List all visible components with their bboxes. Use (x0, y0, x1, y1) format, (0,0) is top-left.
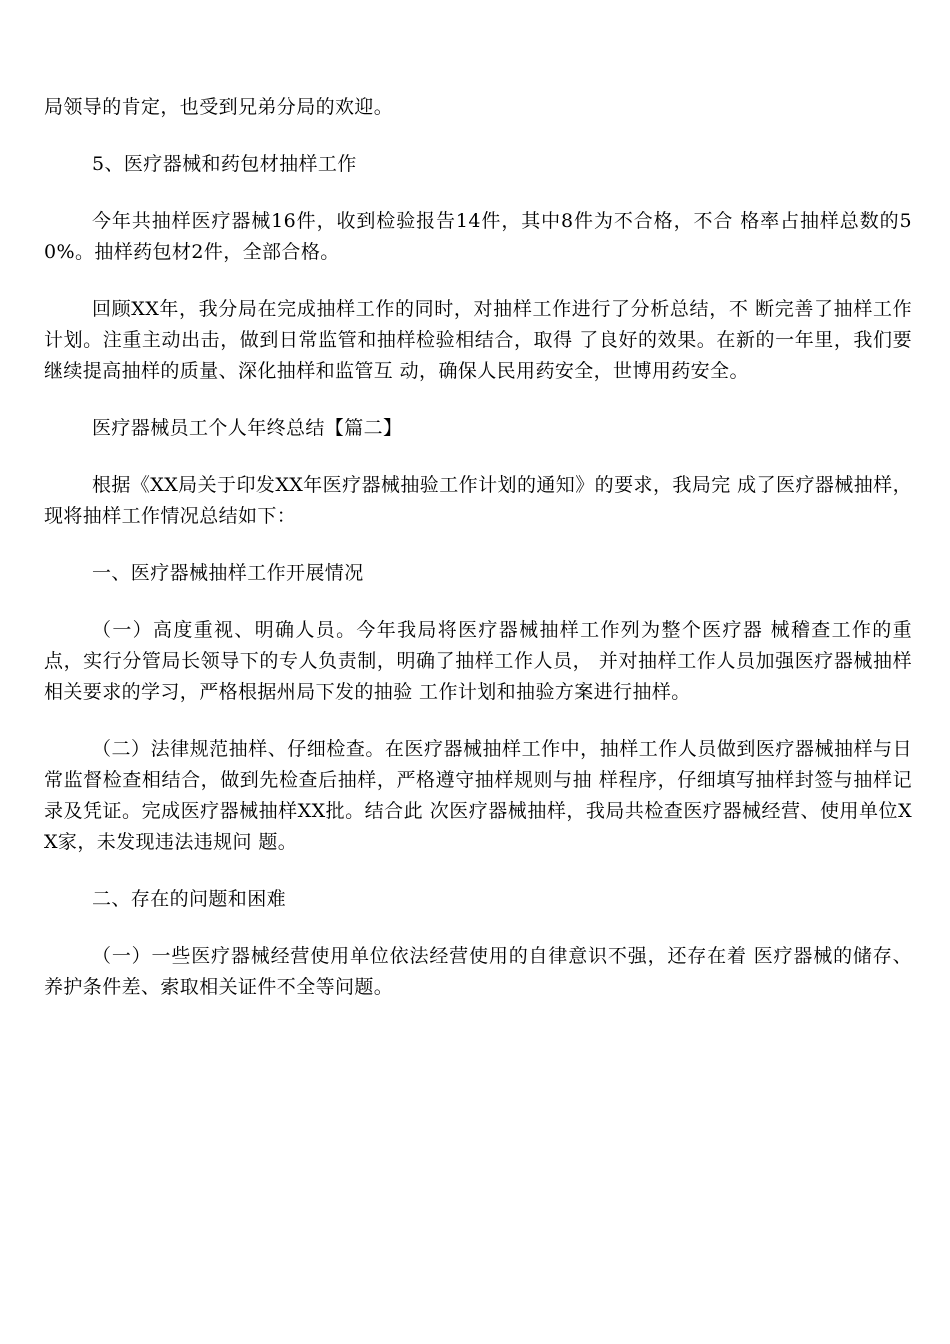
article-title-part-two: 医疗器械员工个人年终总结【篇二】 (92, 417, 403, 439)
paragraph-review: 回顾XX年，我分局在完成抽样工作的同时，对抽样工作进行了分析总结，不 断完善了抽样工作计划。注重主动出击，做到日常监管和抽样检验相结合，取得 了良好的效果。在新的一年里，我们要继续提高抽样的质量、深化抽样和监管互 动，确保人民用药安全，世博用药安全。 (44, 298, 912, 382)
paragraph-item-two: （二）法律规范抽样、仔细检查。在医疗器械抽样工作中，抽样工作人员做到医疗器械抽样与日常监督检查相结合，做到先检查后抽样，严格遵守抽样规则与抽 样程序，仔细填写抽样封签与抽样记录及凭证。完成医疗器械抽样XX批。结合此 次医疗器械抽样，我局共检查医疗器械经营、使用单位XX家，未发现违法违规问 题。 (44, 738, 912, 853)
section-heading-sampling: 5、医疗器械和药包材抽样工作 (92, 153, 357, 175)
section-heading-two: 二、存在的问题和困难 (92, 888, 287, 910)
paragraph-sampling-results: 今年共抽样医疗器械16件，收到检验报告14件，其中8件为不合格，不合 格率占抽样总数的50%。抽样药包材2件，全部合格。 (44, 210, 912, 263)
paragraph-continuation: 局领导的肯定，也受到兄弟分局的欢迎。 (44, 96, 394, 118)
paragraph-problems-one: （一）一些医疗器械经营使用单位依法经营使用的自律意识不强，还存在着 医疗器械的储存、养护条件差、索取相关证件不全等问题。 (44, 945, 912, 998)
document-body (44, 92, 912, 1003)
paragraph-intro: 根据《XX局关于印发XX年医疗器械抽验工作计划的通知》的要求，我局完 成了医疗器械抽样，现将抽样工作情况总结如下： (44, 474, 912, 527)
section-heading-one: 一、医疗器械抽样工作开展情况 (92, 562, 364, 584)
paragraph-item-one: （一）高度重视、明确人员。今年我局将医疗器械抽样工作列为整个医疗器 械稽查工作的重点，实行分管局长领导下的专人负责制，明确了抽样工作人员， 并对抽样工作人员加强医疗器械抽样相关要求的学习，严格根据州局下发的抽验 工作计划和抽验方案进行抽样。 (44, 619, 912, 703)
